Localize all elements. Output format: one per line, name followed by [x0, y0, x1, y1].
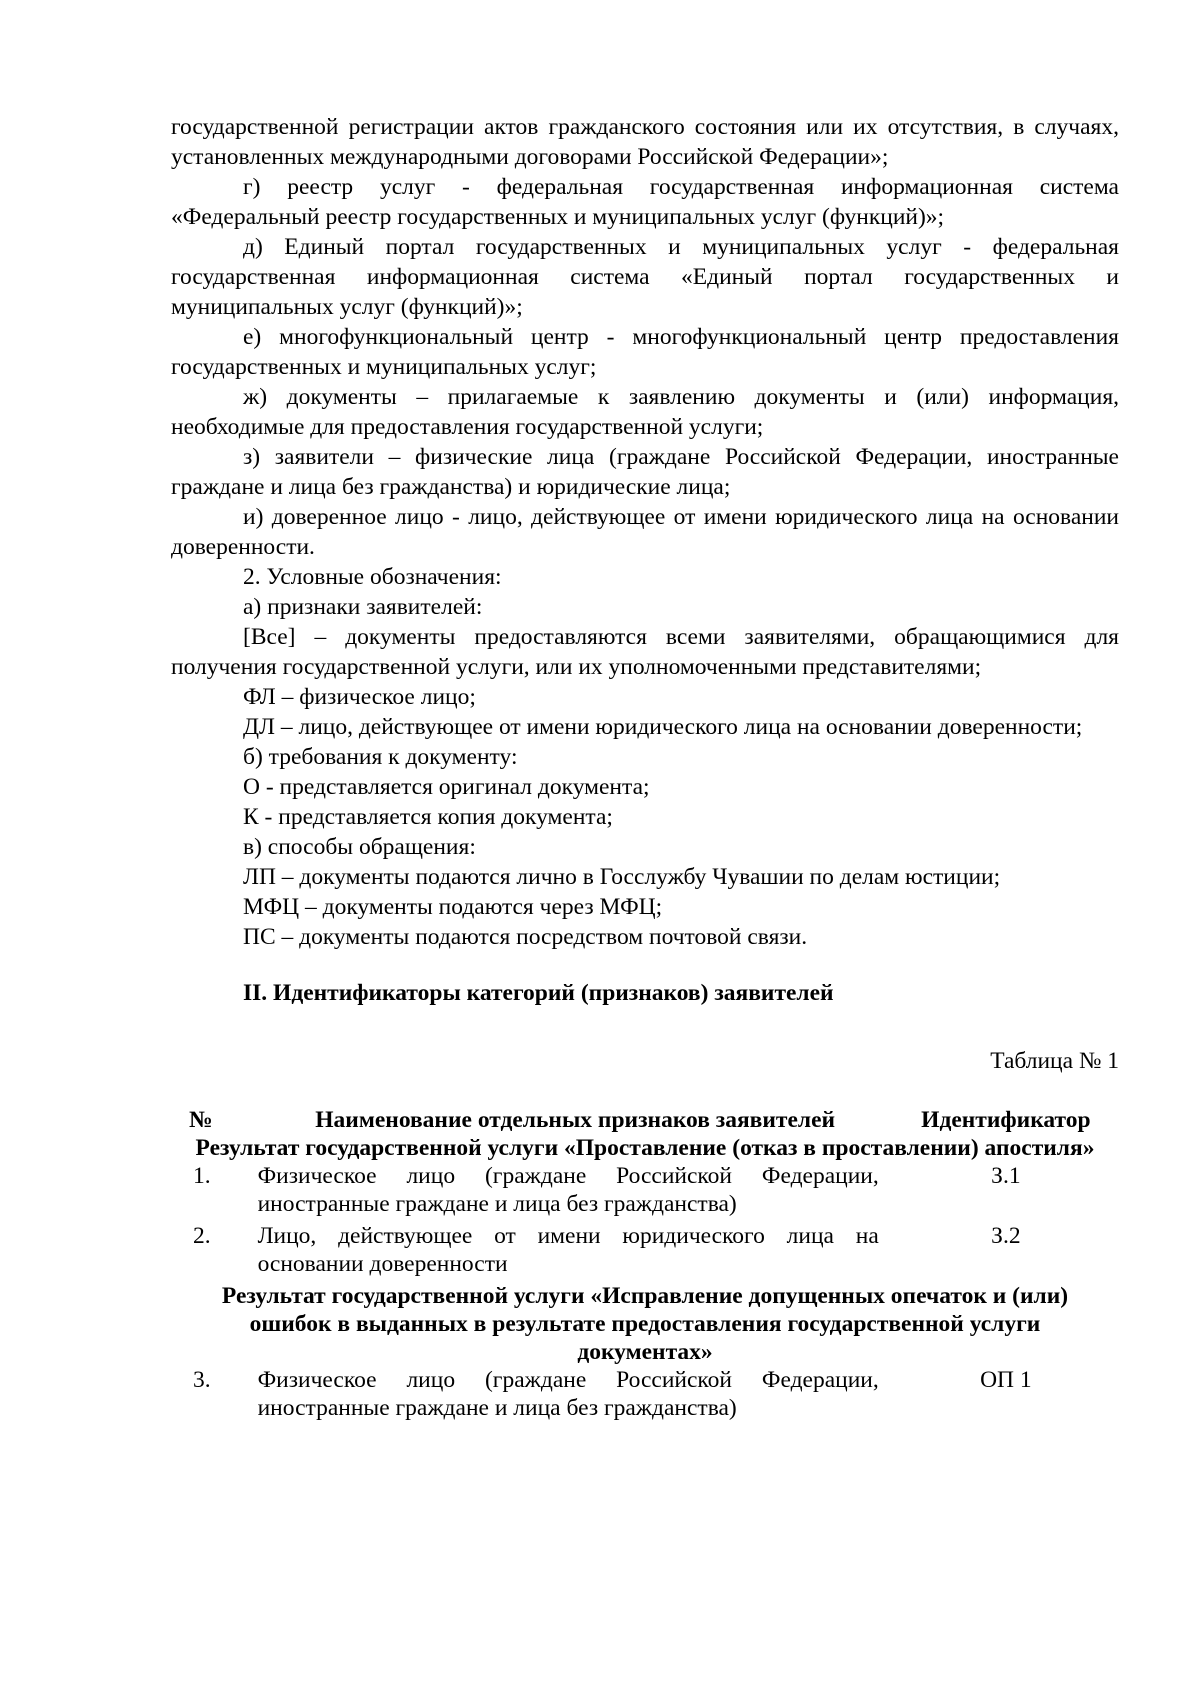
row-identifier: З.2 [991, 1223, 1021, 1249]
table-group-row [171, 1282, 1119, 1366]
paragraph-conventions: 2. Условные обозначения: [243, 564, 502, 590]
paragraph-dl: ДЛ – лицо, действующее от имени юридического лица на основании доверенности; [243, 714, 1083, 740]
paragraph-applicant-signs: а) признаки заявителей: [243, 594, 483, 620]
paragraph-trusted-person: и) доверенное лицо - лицо, действующее от имени юридического лица на основании доверенности. [171, 504, 1119, 560]
paragraph-by-post: ПС – документы подаются посредством почтовой связи. [243, 924, 808, 950]
paragraph-doc-requirements: б) требования к документу: [243, 744, 518, 770]
paragraph-fl: ФЛ – физическое лицо; [243, 684, 476, 710]
row-name: Лицо, действующее от имени юридического лица на основании доверенности [257, 1223, 879, 1277]
paragraph-submission-methods: в) способы обращения: [243, 834, 476, 860]
paragraph-original: О - представляется оригинал документа; [243, 774, 650, 800]
row-number: 2. [193, 1223, 211, 1249]
row-identifier: З.1 [991, 1163, 1021, 1189]
paragraph-copy: К - представляется копия документа; [243, 804, 613, 830]
paragraph-applicants: з) заявители – физические лица (граждане Российской Федерации, иностранные граждане и лица без гражданства) и юридические лица; [171, 444, 1119, 500]
applicant-identifiers-table [171, 1106, 1119, 1426]
paragraph-services-registry: г) реестр услуг - федеральная государственная информационная система «Федеральный реестр государственных и муниципальных услуг (функций)»; [171, 174, 1119, 230]
row-number: 1. [193, 1163, 211, 1189]
row-identifier: ОП 1 [980, 1367, 1032, 1393]
paragraph-unified-portal: д) Единый портал государственных и муниципальных услуг - федеральная государственная информационная система «Единый портал государственных и муниципальных услуг (функций)»; [171, 234, 1119, 320]
table-group-row [171, 1134, 1119, 1162]
section-heading: II. Идентификаторы категорий (признаков) заявителей [243, 980, 834, 1006]
paragraph-in-person: ЛП – документы подаются лично в Госслужбу Чувашии по делам юстиции; [243, 864, 1001, 890]
table-row [171, 1162, 1119, 1222]
group-title-corrections: Результат государственной услуги «Исправление допущенных опечаток и (или) ошибок в выданных в результате предоставления государственной услуги документах» [221, 1283, 1069, 1365]
document-page [171, 112, 1119, 1426]
table-header-row [171, 1106, 1119, 1134]
paragraph-via-mfc: МФЦ – документы подаются через МФЦ; [243, 894, 663, 920]
row-name: Физическое лицо (граждане Российской Федерации, иностранные граждане и лица без гражданства) [257, 1163, 879, 1217]
paragraph-all-applicants: [Все] – документы предоставляются всеми заявителями, обращающимися для получения государственной услуги, или их уполномоченными представителями; [171, 624, 1119, 680]
group-title-apostille: Результат государственной услуги «Проставление (отказ в проставлении) апостиля» [195, 1135, 1095, 1161]
table-caption: Таблица № 1 [990, 1048, 1119, 1074]
table-row [171, 1366, 1119, 1426]
header-number: № [189, 1107, 213, 1133]
header-name: Наименование отдельных признаков заявителей [315, 1107, 836, 1133]
header-identifier: Идентификатор [921, 1107, 1091, 1133]
paragraph-continuation: государственной регистрации актов гражданского состояния или их отсутствия, в случаях, установленных международными договорами Российской Федерации»; [171, 114, 1119, 170]
paragraph-mfc: е) многофункциональный центр - многофункциональный центр предоставления государственных и муниципальных услуг; [171, 324, 1119, 380]
row-name: Физическое лицо (граждане Российской Федерации, иностранные граждане и лица без гражданства) [257, 1367, 879, 1421]
definitions-list [171, 112, 1119, 952]
row-number: 3. [193, 1367, 211, 1393]
paragraph-documents: ж) документы – прилагаемые к заявлению документы и (или) информация, необходимые для предоставления государственной услуги; [171, 384, 1119, 440]
table-row [171, 1222, 1119, 1282]
